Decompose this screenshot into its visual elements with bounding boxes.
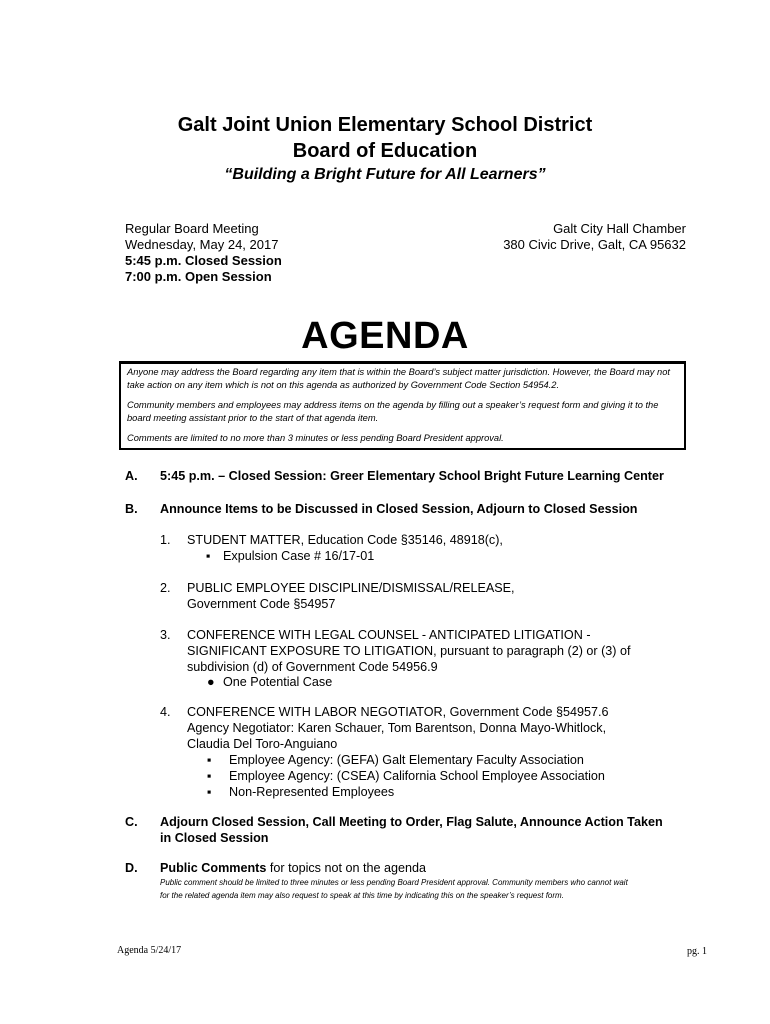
notice-paragraph: Community members and employees may address items on the agenda by filling out a speaker’s request form and giving it to the board meeting assistant prior to the start of that agenda item. — [127, 400, 659, 423]
item-number: 2. — [160, 581, 171, 595]
item-number: 1. — [160, 533, 171, 547]
bullet-square-icon: ▪ — [207, 785, 212, 799]
bullet-square-icon: ▪ — [207, 753, 212, 767]
section-letter-c: C. — [125, 815, 138, 829]
public-comments-note-line: Public comment should be limited to three minutes or less pending Board President approval. Community members who cannot wait — [160, 878, 628, 887]
item-3-text — [187, 627, 631, 675]
item-4-bullet: Employee Agency: (GEFA) Galt Elementary Faculty Association — [229, 753, 584, 767]
meeting-location: Galt City Hall Chamber — [553, 221, 686, 236]
meeting-date: Wednesday, May 24, 2017 — [125, 237, 279, 252]
board-name: Board of Education — [292, 140, 478, 162]
item-4-text — [187, 704, 609, 752]
public-comments-label: Public Comments — [160, 861, 267, 875]
item-4-bullet: Employee Agency: (CSEA) California School Employee Association — [229, 769, 605, 783]
item-number: 3. — [160, 628, 171, 642]
item-2-text — [187, 580, 515, 612]
section-letter-b: B. — [125, 502, 138, 516]
item-2-line: Government Code §54957 — [187, 597, 336, 611]
item-1-text: STUDENT MATTER, Education Code §35146, 48918(c), — [187, 533, 503, 547]
footer-agenda-date: Agenda 5/24/17 — [117, 945, 182, 956]
public-comments-subtitle: for topics not on the agenda — [266, 861, 427, 875]
section-c-line: Adjourn Closed Session, Call Meeting to Order, Flag Salute, Announce Action Taken — [160, 815, 663, 829]
footer-page-number: pg. 1 — [687, 946, 707, 957]
item-1-bullet: Expulsion Case # 16/17-01 — [223, 549, 375, 563]
item-3-line: SIGNIFICANT EXPOSURE TO LITIGATION, pursuant to paragraph (2) or (3) of — [187, 644, 631, 658]
public-comments-note — [160, 876, 628, 902]
section-c-line: in Closed Session — [160, 831, 269, 845]
section-letter-d: D. — [125, 861, 138, 875]
meeting-info-left — [125, 221, 282, 285]
section-a-title: 5:45 p.m. – Closed Session: Greer Elementary School Bright Future Learning Center — [160, 469, 664, 483]
meeting-type: Regular Board Meeting — [125, 221, 259, 236]
closed-session-time: 5:45 p.m. Closed Session — [125, 253, 282, 268]
item-3-line: subdivision (d) of Government Code 54956.9 — [187, 660, 438, 674]
bullet-square-icon: ▪ — [207, 769, 212, 783]
item-number: 4. — [160, 705, 171, 719]
section-c-title — [160, 814, 663, 846]
agenda-title: AGENDA — [301, 315, 469, 357]
item-2-line: PUBLIC EMPLOYEE DISCIPLINE/DISMISSAL/RELEASE, — [187, 581, 515, 595]
notice-paragraph: Comments are limited to no more than 3 minutes or less pending Board President approval. — [127, 433, 504, 443]
item-4-bullet: Non-Represented Employees — [229, 785, 395, 799]
item-4-line: CONFERENCE WITH LABOR NEGOTIATOR, Government Code §54957.6 — [187, 705, 609, 719]
public-notice-box — [119, 361, 686, 450]
bullet-dot-icon: ● — [207, 675, 215, 689]
meeting-address: 380 Civic Drive, Galt, CA 95632 — [503, 237, 686, 252]
district-motto: “Building a Bright Future for All Learners” — [224, 166, 546, 183]
bullet-square-icon: ▪ — [206, 549, 211, 563]
section-letter-a: A. — [125, 469, 138, 483]
open-session-time: 7:00 p.m. Open Session — [125, 269, 272, 284]
item-4-line: Claudia Del Toro-Anguiano — [187, 737, 338, 751]
public-comments-note-line: for the related agenda item may also request to speak at this time by indicating this on the speaker’s request form. — [160, 891, 564, 900]
item-3-bullet: One Potential Case — [223, 675, 333, 689]
meeting-info-right — [503, 221, 686, 253]
item-4-line: Agency Negotiator: Karen Schauer, Tom Barentson, Donna Mayo-Whitlock, — [187, 721, 607, 735]
section-b-title: Announce Items to be Discussed in Closed Session, Adjourn to Closed Session — [160, 502, 638, 516]
item-3-line: CONFERENCE WITH LEGAL COUNSEL - ANTICIPATED LITIGATION - — [187, 628, 591, 642]
district-name: Galt Joint Union Elementary School District — [177, 114, 593, 136]
section-d-title — [160, 860, 426, 876]
notice-paragraph: Anyone may address the Board regarding any item that is within the Board’s subject matter jurisdiction. However, the Board may not take action on any item which is not on this agenda as authorized by Government Code Section 54954.2. — [127, 367, 670, 390]
